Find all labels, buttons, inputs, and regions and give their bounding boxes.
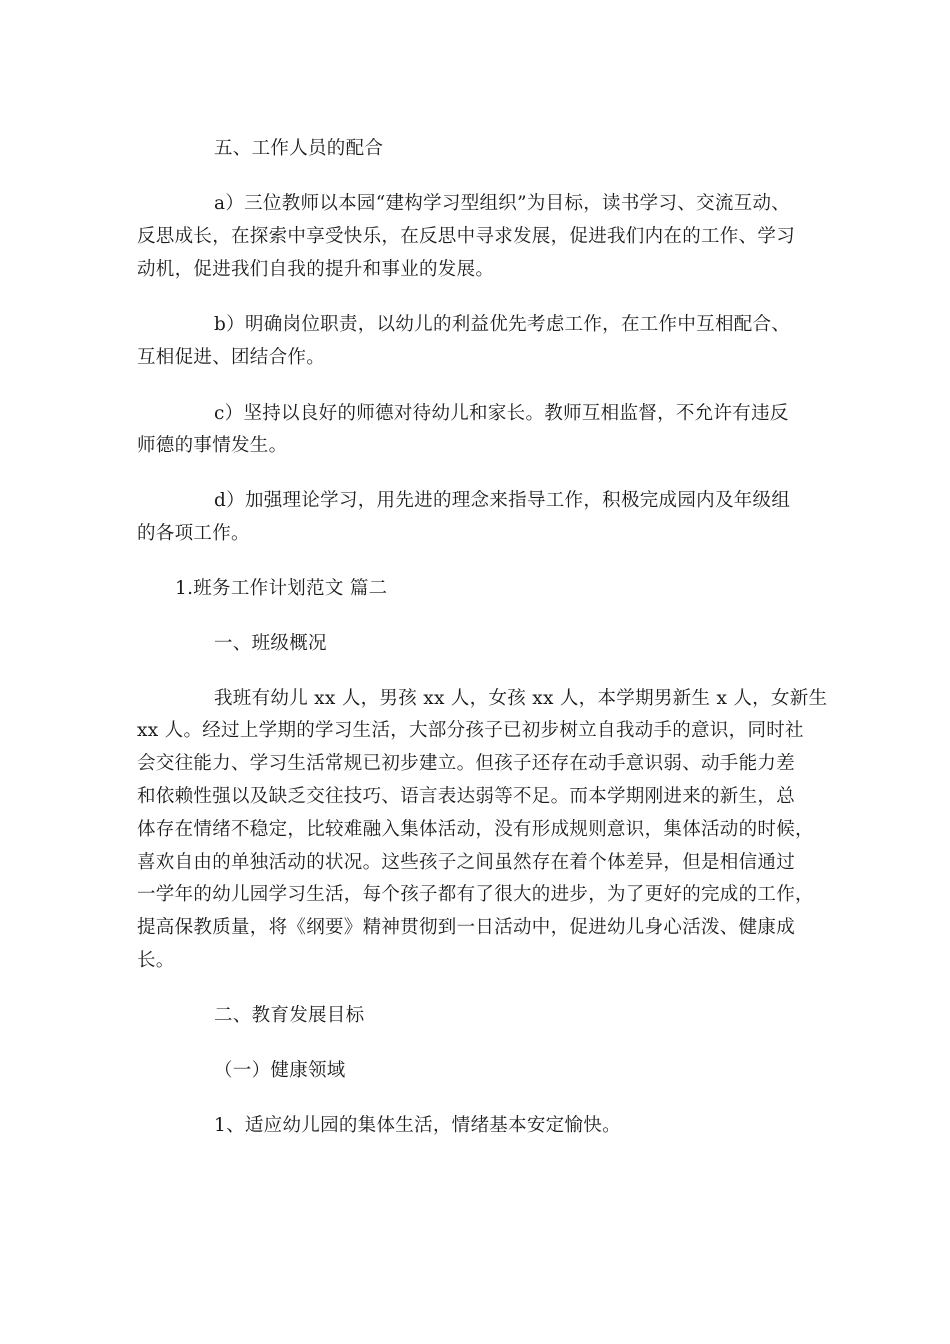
paragraph-line: 长。 — [137, 950, 175, 971]
paragraph-line: c）坚持以良好的师德对待幼儿和家长。教师互相监督，不允许有违反 — [214, 403, 789, 424]
paragraph-line: a）三位教师以本园“建构学习型组织”为目标，读书学习、交流互动、 — [214, 193, 791, 214]
paragraph-line: 动机，促进我们自我的提升和事业的发展。 — [137, 259, 495, 280]
paragraph-line: xx 人。经过上学期的学习生活，大部分孩子已初步树立自我动手的意识，同时社 — [137, 720, 804, 741]
paragraph-line: 提高保教质量，将《纲要》精神贯彻到一日活动中，促进幼儿身心活泼、健康成 — [137, 917, 796, 938]
paragraph-line: 一学年的幼儿园学习生活，每个孩子都有了很大的进步，为了更好的完成的工作， — [137, 884, 814, 905]
paragraph-line: 喜欢自由的单独活动的状况。这些孩子之间虽然存在着个体差异，但是相信通过 — [137, 852, 796, 873]
paragraph-line: 和依赖性强以及缺乏交往技巧、语言表达弱等不足。而本学期刚进来的新生，总 — [137, 786, 796, 807]
paragraph-line: d）加强理论学习，用先进的理念来指导工作，积极完成园内及年级组 — [214, 490, 791, 511]
paragraph-line: 的各项工作。 — [137, 523, 250, 544]
paragraph-line: 互相促进、团结合作。 — [137, 347, 326, 368]
part-title: 1.班务工作计划范文 篇二 — [175, 578, 388, 599]
paragraph-line: 反思成长，在探索中享受快乐，在反思中寻求发展，促进我们内在的工作、学习 — [137, 226, 796, 247]
paragraph-line: 师德的事情发生。 — [137, 435, 288, 456]
section-heading: 一、班级概况 — [214, 633, 327, 654]
section-heading: 二、教育发展目标 — [214, 1005, 365, 1026]
subsection-heading: （一）健康领域 — [214, 1060, 346, 1081]
section-heading: 五、工作人员的配合 — [214, 138, 384, 159]
paragraph-line: 1、适应幼儿园的集体生活，情绪基本安定愉快。 — [214, 1115, 621, 1136]
paragraph-line: b）明确岗位职责，以幼儿的利益优先考虑工作，在工作中互相配合、 — [214, 314, 791, 335]
paragraph-line: 我班有幼儿 xx 人，男孩 xx 人，女孩 xx 人，本学期男新生 x 人，女新生 — [214, 688, 828, 709]
paragraph-line: 会交往能力、学习生活常规已初步建立。但孩子还存在动手意识弱、动手能力差 — [137, 753, 796, 774]
paragraph-line: 体存在情绪不稳定，比较难融入集体活动，没有形成规则意识，集体活动的时候， — [137, 819, 814, 840]
